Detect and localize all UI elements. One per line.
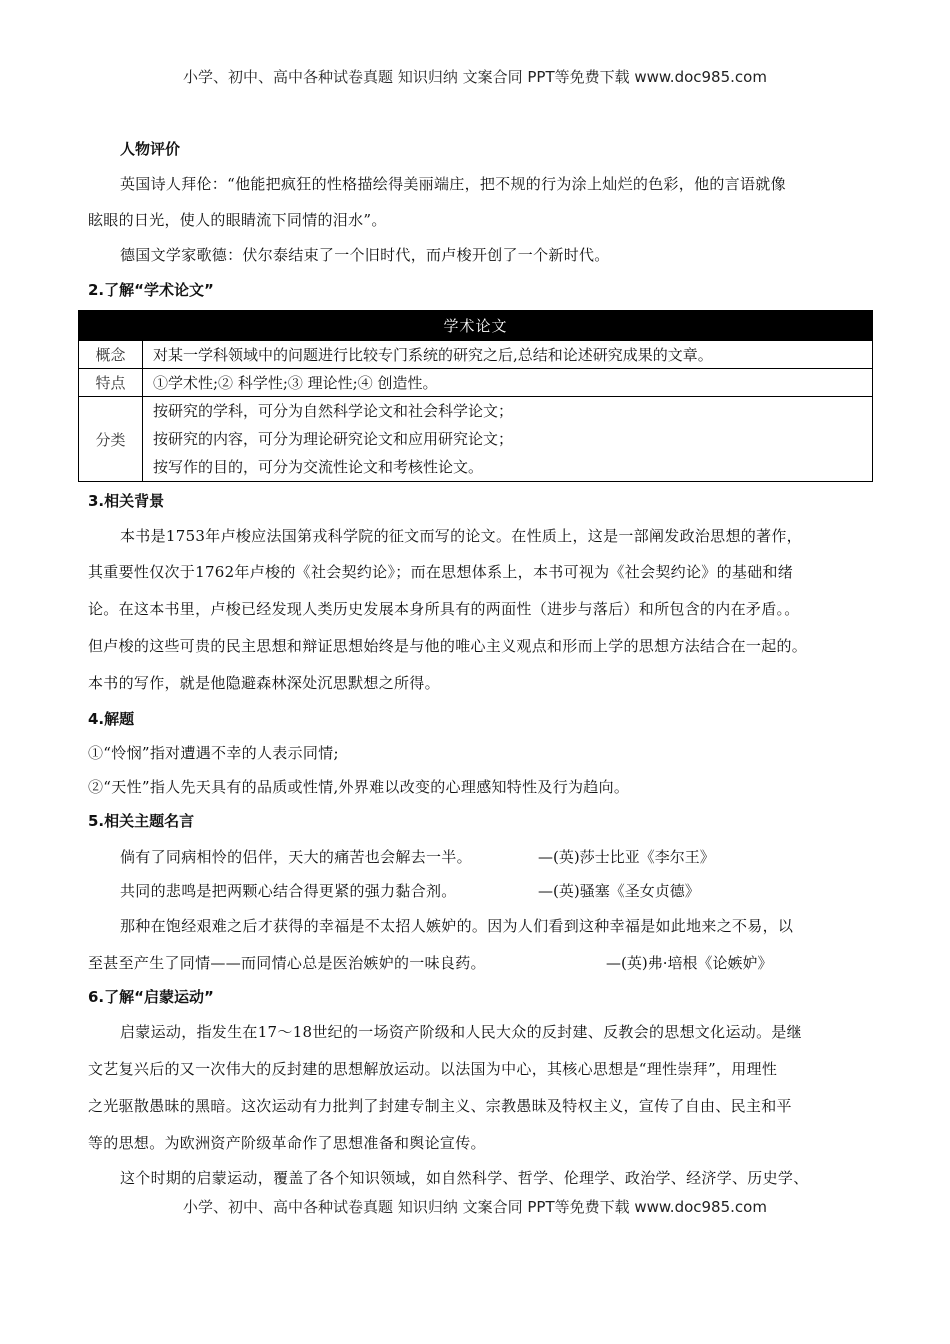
category-line: 按研究的内容，可分为理论研究论文和应用研究论文； <box>153 430 514 448</box>
goethe-quote: 德国文学家歌德：伏尔泰结束了一个旧时代，而卢梭开创了一个新时代。 <box>120 246 610 264</box>
category-line: 按写作的目的，可分为交流性论文和考核性论文。 <box>153 458 484 476</box>
row-label-concept: 概念 <box>79 341 143 369</box>
section-2-heading: 2.了解“学术论文” <box>88 281 214 299</box>
section-4-heading: 4.解题 <box>88 710 135 728</box>
row-label-features: 特点 <box>79 369 143 397</box>
section-5-heading: 5.相关主题名言 <box>88 812 195 830</box>
background-line: 本书的写作，就是他隐避森林深处沉思默想之所得。 <box>88 674 440 692</box>
page-header: 小学、初中、高中各种试卷真题 知识归纳 文案合同 PPT等免费下载 www.doc985.com <box>183 68 767 86</box>
enlightenment-line: 这个时期的启蒙运动，覆盖了各个知识领域，如自然科学、哲学、伦理学、政治学、经济学、历史学、 <box>120 1169 809 1187</box>
quote-bacon-line-1: 那种在饱经艰难之后才获得的幸福是不太招人嫉妒的。因为人们看到这种幸福是如此地来之不易，以 <box>120 917 794 935</box>
byron-quote-line-1: 英国诗人拜伦：“他能把疯狂的性格描绘得美丽端庄，把不规的行为涂上灿烂的色彩，他的言语就像 <box>120 175 786 193</box>
table-row <box>79 397 873 482</box>
quote-shakespeare-source: —(英)莎士比亚《李尔王》 <box>538 848 715 866</box>
interpretation-line: ②“天性”指人先天具有的品质或性情,外界难以改变的心理感知特性及行为趋向。 <box>88 778 630 796</box>
row-value-categories <box>143 397 873 482</box>
row-label-categories: 分类 <box>79 397 143 482</box>
table-title: 学术论文 <box>79 311 873 341</box>
table-row <box>79 369 873 397</box>
quote-bacon-source: —(英)弗·培根《论嫉妒》 <box>606 954 773 972</box>
academic-paper-table <box>78 310 873 482</box>
interpretation-line: ①“怜悯”指对遭遇不幸的人表示同情; <box>88 744 339 762</box>
row-value-concept: 对某一学科领域中的问题进行比较专门系统的研究之后,总结和论述研究成果的文章。 <box>143 341 873 369</box>
byron-quote-line-2: 眩眼的日光，使人的眼睛流下同情的泪水”。 <box>88 211 387 229</box>
table-row <box>79 341 873 369</box>
background-line: 其重要性仅次于1762年卢梭的《社会契约论》；而在思想体系上，本书可视为《社会契约论》的基础和绪 <box>88 563 794 581</box>
background-line: 论。在这本书里，卢梭已经发现人类历史发展本身所具有的两面性（进步与落后）和所包含的内在矛盾。。 <box>88 600 800 618</box>
enlightenment-line: 启蒙运动，指发生在17～18世纪的一场资产阶级和人民大众的反封建、反教会的思想文化运动。是继 <box>120 1023 802 1041</box>
enlightenment-line: 文艺复兴后的又一次伟大的反封建的思想解放运动。以法国为中心，其核心思想是“理性崇拜”，用理性 <box>88 1060 778 1078</box>
evaluation-title: 人物评价 <box>120 140 181 158</box>
enlightenment-line: 之光驱散愚昧的黑暗。这次运动有力批判了封建专制主义、宗教愚昧及特权主义，宣传了自由、民主和平 <box>88 1097 792 1115</box>
enlightenment-line: 等的思想。为欧洲资产阶级革命作了思想准备和舆论宣传。 <box>88 1134 486 1152</box>
row-value-features: ①学术性;② 科学性;③ 理论性;④ 创造性。 <box>143 369 873 397</box>
category-line: 按研究的学科，可分为自然科学论文和社会科学论文； <box>153 402 514 420</box>
quote-shakespeare: 倘有了同病相怜的侣伴，天大的痛苦也会解去一半。 <box>120 848 472 866</box>
background-line: 但卢梭的这些可贵的民主思想和辩证思想始终是与他的唯心主义观点和形而上学的思想方法结合在一起的。 <box>88 637 808 655</box>
section-3-heading: 3.相关背景 <box>88 492 165 510</box>
page-footer: 小学、初中、高中各种试卷真题 知识归纳 文案合同 PPT等免费下载 www.doc985.com <box>183 1198 767 1216</box>
background-line: 本书是1753年卢梭应法国第戎科学院的征文而写的论文。在性质上，这是一部阐发政治思想的著作， <box>120 527 802 545</box>
section-6-heading: 6.了解“启蒙运动” <box>88 988 214 1006</box>
quote-southey-source: —(英)骚塞《圣女贞德》 <box>538 882 700 900</box>
quote-southey: 共同的悲鸣是把两颗心结合得更紧的强力黏合剂。 <box>120 882 457 900</box>
quote-bacon-line-2: 至甚至产生了同情——而同情心总是医治嫉妒的一味良药。 <box>88 954 486 972</box>
